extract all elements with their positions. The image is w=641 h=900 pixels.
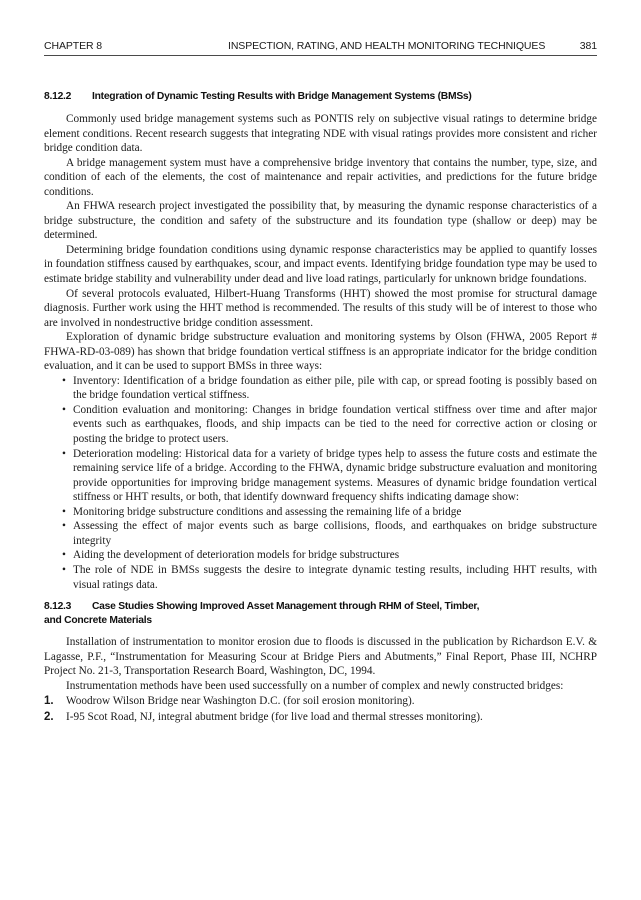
section-number: 8.12.3 xyxy=(44,601,72,613)
list-item: • The role of NDE in BMSs suggests the desire to integrate dynamic testing results, including HHT results, with visual ratings data. xyxy=(62,563,597,592)
section-title-line1: Case Studies Showing Improved Asset Management through RHM of Steel, Timber, xyxy=(92,601,480,613)
list-item: • Monitoring bridge substructure conditions and assessing the remaining life of a bridge xyxy=(62,505,597,520)
section-heading-8-12-3 xyxy=(44,600,597,628)
section-number: 8.12.2 xyxy=(44,91,72,102)
paragraph: Determining bridge foundation conditions using dynamic response characteristics may be applied to quantify losses in foundation stiffness caused by earthquakes, scour, and impact events. Identifying bridge foundation type may be used to estimate bridge stability and vulnerability under dead and live load ratings, particularly for unknown bridge foundations. xyxy=(44,243,597,286)
running-title: INSPECTION, RATING, AND HEALTH MONITORING TECHNIQUES xyxy=(228,40,546,52)
list-item: • Deterioration modeling: Historical data for a variety of bridge types help to assess the future costs and estimate the remaining service life of a bridge. According to the FHWA, dynamic bridge substructure evaluation and monitoring provide opportunities for improving bridge management systems. Measures of dynamic bridge foundation vertical stiffness or HHT results, or both, that identify downward frequency shifts indicating damage show: xyxy=(62,447,597,505)
item-text: Woodrow Wilson Bridge near Washington D.C. (for soil erosion monitoring). xyxy=(66,695,415,708)
list-item xyxy=(44,710,597,725)
running-head xyxy=(44,40,597,56)
paragraph: Installation of instrumentation to monitor erosion due to floods is discussed in the publication by Richardson E.V. & Lagasse, P.F., “Instrumentation for Measuring Scour at Bridge Piers and Abutments,” Final Report, Phase III, NCHRP Project No. 21-3, Transportation Research Board, Washington, DC, 1994. xyxy=(44,636,597,678)
section-heading-8-12-2 xyxy=(44,90,597,104)
paragraph: Exploration of dynamic bridge substructure evaluation and monitoring systems by Olson (FHWA, 2005 Report # FHWA-RD-03-089) has shown that bridge foundation vertical stiffness is an appropriate indicator for the bridge condition evaluation, and it can be used to support BMSs in three ways: xyxy=(44,331,597,373)
list-item: • Condition evaluation and monitoring: Changes in bridge foundation vertical stiffness over time and after major events such as earthquakes, floods, and ship impacts can be tied to the need for corrective action or closing or posting the bridge to protect users. xyxy=(62,403,597,447)
paragraph: An FHWA research project investigated the possibility that, by measuring the dynamic response characteristics of a bridge substructure, the condition and safety of the substructure and its foundation type (shallow or deep) may be determined. xyxy=(44,200,597,242)
paragraph: A bridge management system must have a comprehensive bridge inventory that contains the number, type, size, and condition of each of the elements, the cost of maintenance and repair activities, and predictions for the future bridge conditions. xyxy=(44,156,597,198)
paragraph: Commonly used bridge management systems such as PONTIS rely on subjective visual ratings to determine bridge element conditions. Recent research suggests that integrating NDE with visual ratings provides more consistent and richer bridge condition data. xyxy=(44,113,597,155)
paragraph: Instrumentation methods have been used successfully on a number of complex and newly constructed bridges: xyxy=(66,679,564,692)
list-item: • Inventory: Identification of a bridge foundation as either pile, pile with cap, or spread footing is possibly based on the bridge foundation vertical stiffness. xyxy=(62,374,597,403)
item-number: 2. xyxy=(44,710,54,723)
item-number: 1. xyxy=(44,695,54,708)
page-number: 381 xyxy=(579,40,597,52)
list-item: • Aiding the development of deterioration models for bridge substructures xyxy=(62,548,597,563)
list-item: • Assessing the effect of major events such as barge collisions, floods, and earthquakes on bridge substructure integrity xyxy=(62,519,597,548)
section-title: Integration of Dynamic Testing Results with Bridge Management Systems (BMSs) xyxy=(92,91,472,102)
bullet-list xyxy=(62,374,597,592)
page-body xyxy=(44,90,597,725)
numbered-list xyxy=(44,694,597,724)
section-title-line2: and Concrete Materials xyxy=(44,615,152,627)
chapter-label: CHAPTER 8 xyxy=(44,40,103,52)
paragraph: Of several protocols evaluated, Hilbert-Huang Transforms (HHT) showed the most promise for structural damage diagnosis. Further work using the HHT method is recommended. The results of this study will be of interest to those who are involved in nondestructive bridge condition assessment. xyxy=(44,287,597,329)
item-text: I-95 Scot Road, NJ, integral abutment bridge (for live load and thermal stresses monitoring). xyxy=(66,710,483,723)
list-item xyxy=(44,694,597,709)
